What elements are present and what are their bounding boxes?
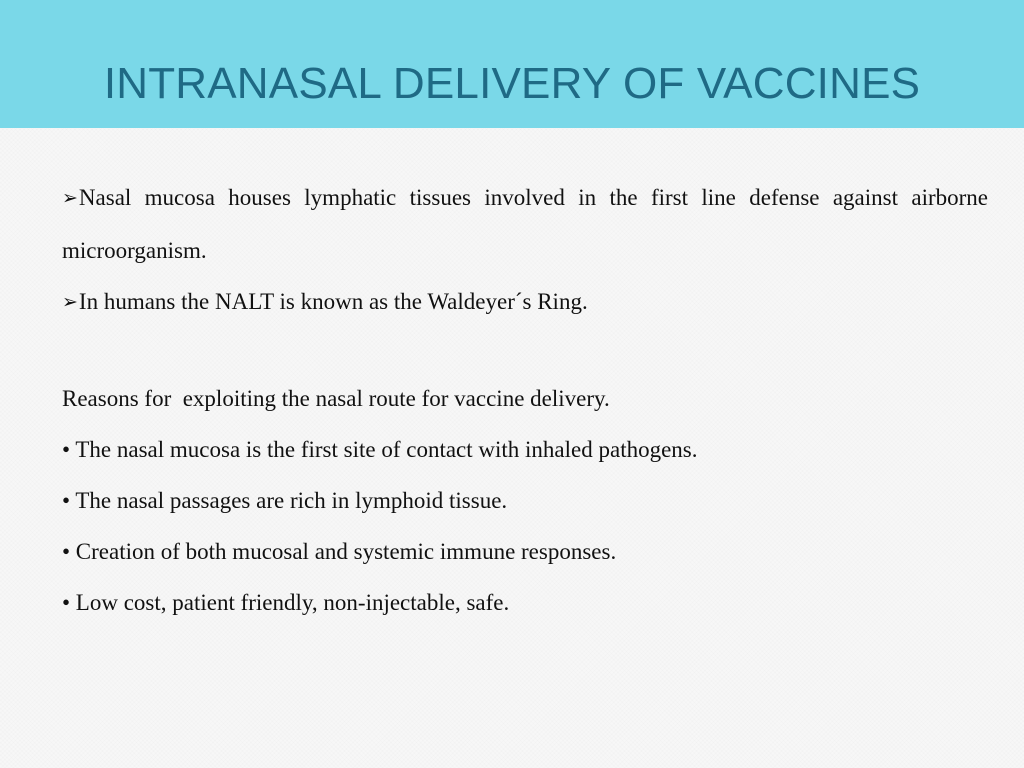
slide-title: INTRANASAL DELIVERY OF VACCINES bbox=[103, 59, 921, 108]
spacer bbox=[62, 329, 988, 373]
arrow-bullet-icon: ➢ bbox=[62, 187, 78, 209]
bullet-item: • Low cost, patient friendly, non-injectable, safe. bbox=[62, 590, 510, 615]
bullet-item: • The nasal passages are rich in lymphoid tissue. bbox=[62, 488, 508, 513]
slide-body bbox=[62, 172, 988, 628]
arrow-item-text: In humans the NALT is known as the Waldeyer´s Ring. bbox=[78, 289, 588, 314]
bullet-item: • Creation of both mucosal and systemic immune responses. bbox=[62, 539, 617, 564]
bullet-item: • The nasal mucosa is the first site of contact with inhaled pathogens. bbox=[62, 437, 698, 462]
arrow-item-text: Nasal mucosa houses lymphatic tissues involved in the first line defense against airborne microorganism. bbox=[62, 185, 988, 263]
arrow-item-1 bbox=[62, 172, 988, 276]
arrow-bullet-icon: ➢ bbox=[62, 291, 78, 313]
reasons-heading: Reasons for exploiting the nasal route for vaccine delivery. bbox=[62, 386, 610, 411]
arrow-item-2 bbox=[62, 276, 988, 329]
